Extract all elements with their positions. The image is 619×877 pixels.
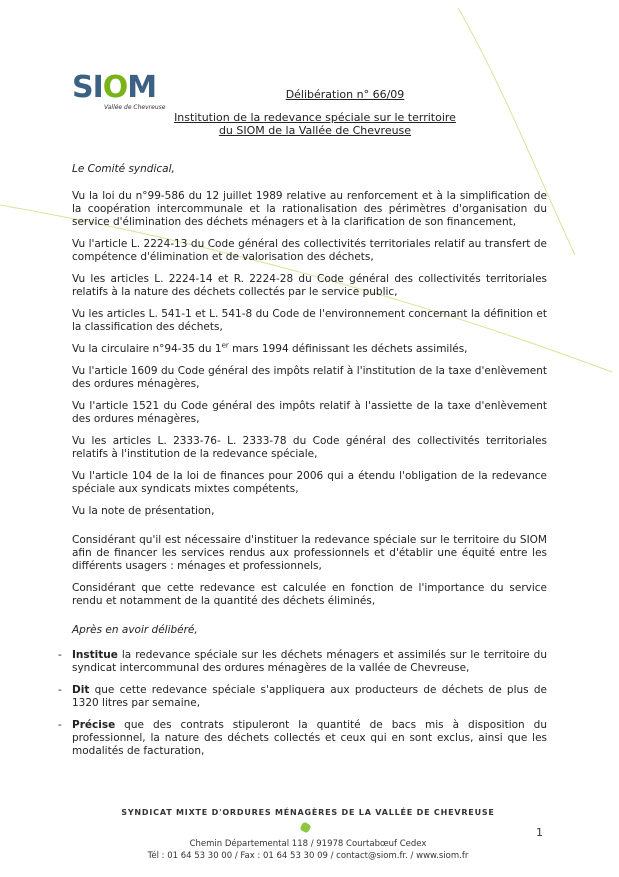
footer-organization: SYNDICAT MIXTE D'ORDURES MÉNAGÈRES DE LA VALLÉE DE CHEVREUSE	[121, 808, 495, 817]
deliberation-number: Délibération n° 66/09	[285, 88, 405, 101]
visa-paragraph: Vu l'article 1521 du Code général des impôts relatif à l'assiette de la taxe d'enlèvement des ordures ménagères,	[72, 400, 547, 425]
list-item: - Institue la redevance spéciale sur les déchets ménagers et assimilés sur le territoire du syndicat intercommunal des ordures ménagères de la vallée de Chevreuse,	[58, 649, 547, 674]
visa-paragraph: Vu l'article 1609 du Code général des impôts relatif à l'institution de la taxe d'enlèvement des ordures ménagères,	[72, 365, 547, 390]
footer-contact-block	[118, 838, 498, 862]
visa-paragraph: Vu la loi du n°99-586 du 12 juillet 1989 relative au renforcement et à la simplification de la coopération intercommunale et la rationalisation des périmètres d'organisation du service d'élimination des déchets ménagers et à la clarification de son financement,	[72, 190, 547, 228]
document-header	[160, 88, 470, 137]
visa-paragraph: Vu la note de présentation,	[72, 505, 215, 517]
considering-paragraph: Considérant qu'il est nécessaire d'instituer la redevance spéciale sur le territoire du SIOM afin de financer les services rendus aux professionnels et d'établir une équité entre les différents usagers : ménages et professionnels,	[72, 534, 547, 572]
footer-address: Chemin Départemental 118 / 91978 Courtabœuf Cedex	[189, 839, 427, 849]
logo-wordmark: SIOM	[72, 70, 157, 105]
considering-paragraph: Considérant que cette redevance est calculée en fonction de l'importance du service rendu et notamment de la quantité des déchets éliminés,	[72, 582, 547, 607]
document-title-line-2: du SIOM de la Vallée de Chevreuse	[218, 124, 412, 137]
footer-bullet-icon	[299, 821, 311, 833]
visa-paragraph: Vu les articles L. 2333-76- L. 2333-78 du Code général des collectivités territoriales relatifs à l'institution de la redevance spéciale,	[72, 435, 547, 460]
visa-paragraph: Vu les articles L. 541-1 et L. 541-8 du Code de l'environnement concernant la définition et la classification des déchets,	[72, 308, 547, 333]
list-item: - Dit que cette redevance spéciale s'appliquera aux producteurs de déchets de plus de 1320 litres par semaine,	[58, 684, 547, 709]
document-title-line-1: Institution de la redevance spéciale sur le territoire	[174, 111, 456, 124]
footer-contact: Tél : 01 64 53 30 00 / Fax : 01 64 53 30 09 / contact@siom.fr. / www.siom.fr	[147, 851, 469, 861]
visa-paragraph: Vu l'article L. 2224-13 du Code général des collectivités territoriales relatif au transfert de compétence d'élimination et de valorisation des déchets,	[72, 238, 547, 263]
list-item: - Précise que des contrats stipuleront la quantité de bacs mis à disposition du professionnel, la nature des déchets collectés et ceux qui en sont exclus, ainsi que les modalités de facturation,	[58, 719, 547, 757]
decision-list	[58, 649, 547, 758]
visa-paragraph: Vu la circulaire n°94-35 du 1er mars 1994 définissant les déchets assimilés,	[72, 341, 468, 355]
committee-heading: Le Comité syndical,	[72, 163, 175, 175]
after-deliberation-heading: Après en avoir délibéré,	[72, 624, 198, 636]
logo-subtitle: Vallée de Chevreuse	[104, 104, 166, 111]
page-number: 1	[536, 826, 543, 839]
visa-paragraph: Vu les articles L. 2224-14 et R. 2224-28 du Code général des collectivités territoriales relatifs à la nature des déchets collectés par le service public,	[72, 273, 547, 298]
document-body	[58, 163, 547, 767]
visa-paragraph: Vu l'article 104 de la loi de finances pour 2006 qui a étendu l'obligation de la redevance spéciale aux syndicats mixtes compétents,	[72, 470, 547, 495]
